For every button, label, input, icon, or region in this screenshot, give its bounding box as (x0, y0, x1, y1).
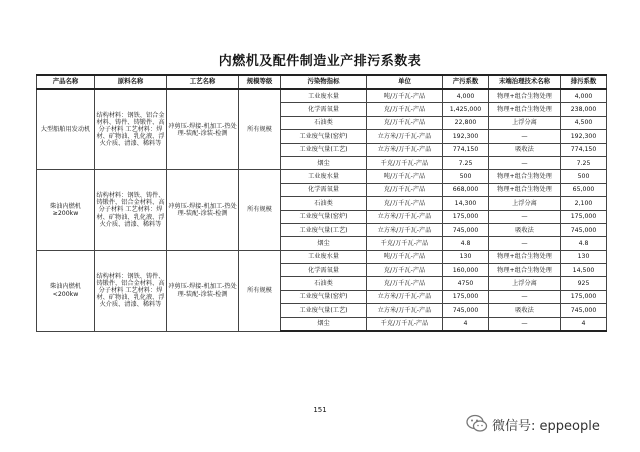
pollutant-cell: 化学需氧量 (281, 264, 367, 277)
unit-cell: 千克/万千瓦-产品 (367, 156, 443, 169)
product-name-cell: 柴油内燃机≥200kw (37, 170, 95, 250)
page-number: 151 (313, 406, 327, 414)
unit-cell: 克/万千瓦-产品 (367, 103, 443, 116)
table-row (37, 89, 607, 103)
treatment-cell: 上浮分离 (489, 116, 561, 129)
treatment-cell: — (489, 237, 561, 250)
header-cell: 规模等级 (239, 75, 281, 89)
scale-cell: 所有规模 (239, 170, 281, 250)
unit-cell: 克/万千瓦-产品 (367, 183, 443, 196)
unit-cell: 吨/万千瓦-产品 (367, 250, 443, 263)
discharge-coefficient-cell: 192,300 (561, 130, 607, 143)
discharge-coefficient-cell: 500 (561, 170, 607, 183)
discharge-coefficient-cell: 7.25 (561, 156, 607, 169)
unit-cell: 立方米/万千瓦-产品 (367, 130, 443, 143)
unit-cell: 立方米/万千瓦-产品 (367, 210, 443, 223)
generation-coefficient-cell: 160,000 (443, 264, 489, 277)
generation-coefficient-cell: 4,000 (443, 89, 489, 103)
header-cell: 排污系数 (561, 75, 607, 89)
unit-cell: 克/万千瓦-产品 (367, 116, 443, 129)
treatment-cell: 物理+组合生物处理 (489, 170, 561, 183)
unit-cell: 立方米/万千瓦-产品 (367, 143, 443, 156)
treatment-cell: — (489, 130, 561, 143)
header-cell: 原料名称 (95, 75, 167, 89)
discharge-coefficient-cell: 4.8 (561, 237, 607, 250)
pollutant-cell: 石油类 (281, 197, 367, 210)
treatment-cell: 吸收法 (489, 223, 561, 236)
discharge-coefficient-cell: 130 (561, 250, 607, 263)
unit-cell: 千克/万千瓦-产品 (367, 317, 443, 331)
generation-coefficient-cell: 745,000 (443, 304, 489, 317)
pollutant-cell: 化学需氧量 (281, 183, 367, 196)
unit-cell: 克/万千瓦-产品 (367, 197, 443, 210)
generation-coefficient-cell: 7.25 (443, 156, 489, 169)
treatment-cell: 吸收法 (489, 143, 561, 156)
unit-cell: 千克/万千瓦-产品 (367, 237, 443, 250)
pollutant-cell: 工业废气量(工艺) (281, 143, 367, 156)
discharge-coefficient-cell: 238,000 (561, 103, 607, 116)
generation-coefficient-cell: 22,800 (443, 116, 489, 129)
unit-cell: 立方米/万千瓦-产品 (367, 223, 443, 236)
generation-coefficient-cell: 130 (443, 250, 489, 263)
table-row (37, 250, 607, 263)
treatment-cell: 吸收法 (489, 304, 561, 317)
product-name-cell: 柴油内燃机<200kw (37, 250, 95, 331)
pollutant-cell: 工业废水量 (281, 89, 367, 103)
unit-cell: 吨/万千瓦-产品 (367, 170, 443, 183)
header-cell: 产污系数 (443, 75, 489, 89)
unit-cell: 立方米/万千瓦-产品 (367, 290, 443, 303)
material-cell: 结构材料：钢铁、铸件、铸锻件、铝合金材料、高分子材料 工艺材料：焊材、矿物油、乳化液、浮火介质、清漆、稀料等 (95, 250, 167, 331)
discharge-coefficient-cell: 65,000 (561, 183, 607, 196)
discharge-coefficient-cell: 175,000 (561, 210, 607, 223)
scale-cell: 所有规模 (239, 89, 281, 170)
generation-coefficient-cell: 668,000 (443, 183, 489, 196)
treatment-cell: 物理+组合生物处理 (489, 183, 561, 196)
material-cell: 结构材料：钢铁、铝合金材料、铸件、铸锻件、高分子材料 工艺材料：焊材、矿物油、乳化液、浮火介质、清漆、稀料等 (95, 89, 167, 170)
pollutant-cell: 工业废气量(窑炉) (281, 210, 367, 223)
discharge-coefficient-cell: 4,500 (561, 116, 607, 129)
treatment-cell: — (489, 290, 561, 303)
pollutant-cell: 工业废水量 (281, 250, 367, 263)
process-cell: 冲剪压-焊接-机加工-热处理-装配-涂装-检测 (167, 250, 239, 331)
treatment-cell: 物理+组合生物处理 (489, 89, 561, 103)
header-cell: 工艺名称 (167, 75, 239, 89)
generation-coefficient-cell: 500 (443, 170, 489, 183)
discharge-coefficient-cell: 4 (561, 317, 607, 331)
discharge-coefficient-cell: 4,000 (561, 89, 607, 103)
header-cell: 末端治理技术名称 (489, 75, 561, 89)
generation-coefficient-cell: 175,000 (443, 210, 489, 223)
material-cell: 结构材料：钢铁、铸件、铸锻件、铝合金材料、高分子材料 工艺材料：焊材、矿物油、乳化液、浮火介质、清漆、稀料等 (95, 170, 167, 250)
treatment-cell: 上浮分离 (489, 197, 561, 210)
treatment-cell: 物理+组合生物处理 (489, 250, 561, 263)
emission-coefficient-table (36, 74, 607, 332)
generation-coefficient-cell: 192,300 (443, 130, 489, 143)
generation-coefficient-cell: 14,300 (443, 197, 489, 210)
discharge-coefficient-cell: 2,100 (561, 197, 607, 210)
pollutant-cell: 石油类 (281, 116, 367, 129)
discharge-coefficient-cell: 745,000 (561, 304, 607, 317)
generation-coefficient-cell: 1,425,000 (443, 103, 489, 116)
pollutant-cell: 化学需氧量 (281, 103, 367, 116)
treatment-cell: — (489, 317, 561, 331)
header-cell: 单位 (367, 75, 443, 89)
pollutant-cell: 工业废气量(工艺) (281, 223, 367, 236)
table-row (37, 170, 607, 183)
process-cell: 冲剪压-焊接-机加工-热处理-装配-涂装-检测 (167, 89, 239, 170)
process-cell: 冲剪压-焊接-机加工-热处理-装配-涂装-检测 (167, 170, 239, 250)
treatment-cell: 物理+组合生物处理 (489, 264, 561, 277)
wechat-bubble-icon (466, 414, 488, 434)
discharge-coefficient-cell: 745,000 (561, 223, 607, 236)
generation-coefficient-cell: 745,000 (443, 223, 489, 236)
scale-cell: 所有规模 (239, 250, 281, 331)
pollutant-cell: 烟尘 (281, 237, 367, 250)
discharge-coefficient-cell: 175,000 (561, 290, 607, 303)
generation-coefficient-cell: 4750 (443, 277, 489, 290)
product-name-cell: 大型船舶用发动机 (37, 89, 95, 170)
header-cell: 污染物指标 (281, 75, 367, 89)
watermark-text: 微信号: eppeople (492, 418, 600, 434)
unit-cell: 克/万千瓦-产品 (367, 277, 443, 290)
generation-coefficient-cell: 4.8 (443, 237, 489, 250)
unit-cell: 克/万千瓦-产品 (367, 264, 443, 277)
pollutant-cell: 工业废水量 (281, 170, 367, 183)
generation-coefficient-cell: 774,150 (443, 143, 489, 156)
pollutant-cell: 工业废气量(窑炉) (281, 290, 367, 303)
watermark (466, 412, 636, 436)
unit-cell: 立方米/万千瓦-产品 (367, 304, 443, 317)
pollutant-cell: 石油类 (281, 277, 367, 290)
generation-coefficient-cell: 175,000 (443, 290, 489, 303)
header-cell: 产品名称 (37, 75, 95, 89)
table-header-row (37, 75, 607, 89)
discharge-coefficient-cell: 14,500 (561, 264, 607, 277)
pollutant-cell: 烟尘 (281, 156, 367, 169)
generation-coefficient-cell: 4 (443, 317, 489, 331)
unit-cell: 吨/万千瓦-产品 (367, 89, 443, 103)
treatment-cell: — (489, 210, 561, 223)
treatment-cell: 物理+组合生物处理 (489, 103, 561, 116)
page-title: 内燃机及配件制造业产排污系数表 (218, 54, 422, 69)
pollutant-cell: 工业废气量(工艺) (281, 304, 367, 317)
treatment-cell: — (489, 156, 561, 169)
discharge-coefficient-cell: 925 (561, 277, 607, 290)
pollutant-cell: 烟尘 (281, 317, 367, 331)
discharge-coefficient-cell: 774,150 (561, 143, 607, 156)
pollutant-cell: 工业废气量(窑炉) (281, 130, 367, 143)
treatment-cell: 上浮分离 (489, 277, 561, 290)
